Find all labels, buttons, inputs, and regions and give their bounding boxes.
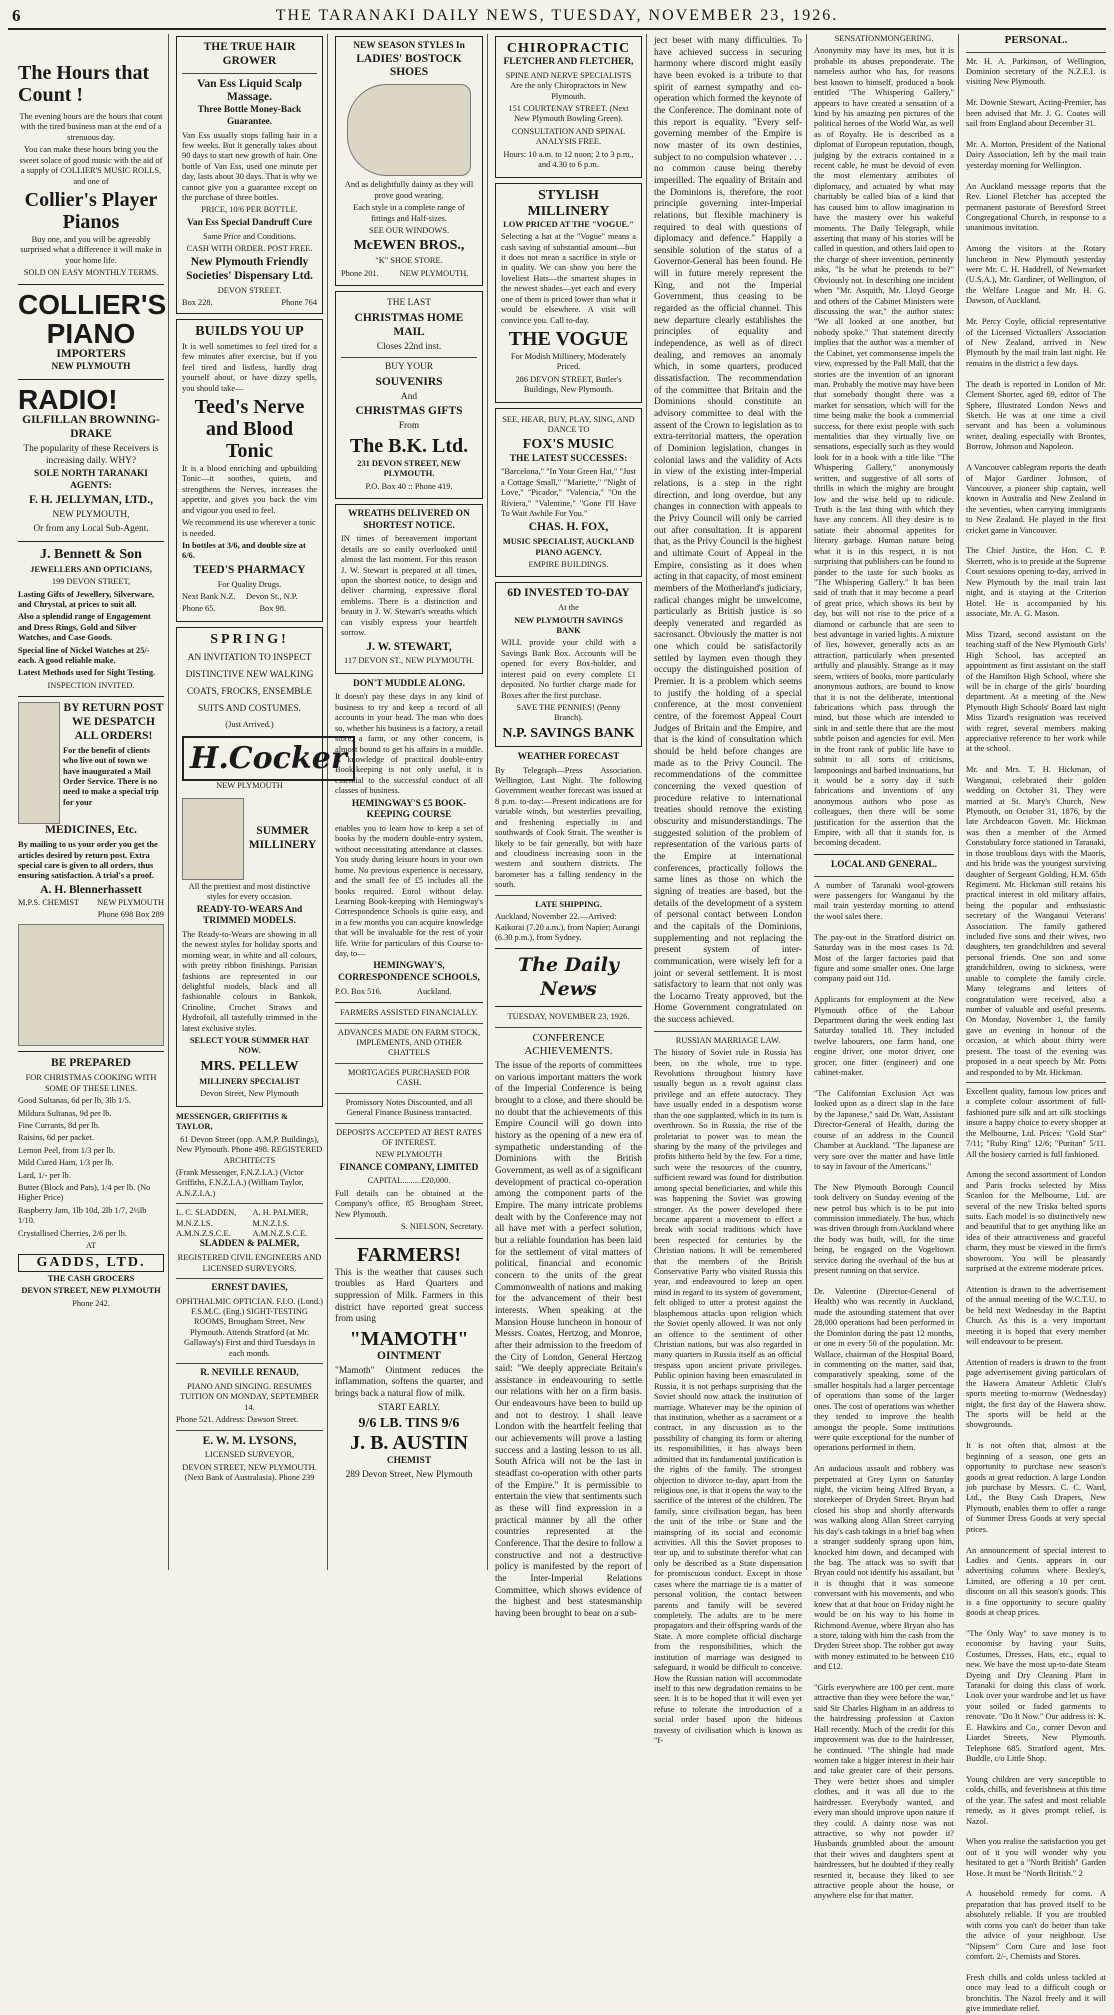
post-body: For the benefit of clients who live out of town we have inaugurated a Mail Order Service. There is no need to make a special trip for your bbox=[63, 745, 159, 807]
bk-box: P.O. Box 40 :: Phone 419. bbox=[365, 481, 453, 491]
postman-illustration bbox=[18, 924, 164, 1046]
npf-title: New Plymouth Friendly Societies' Dispensary Ltd. bbox=[186, 256, 313, 283]
sens-body: Anonymity may have its uses, but it is probable its abuses preponderate. The nameless author who has, for reasons best known to himself, produced a book entitled "The Whispering Gallery," appears to have created a sensation of a kind by his amazing pen pictures of the political heroes of the World War, as well as of Royalty. He is described as a diplomat of European reputation, though, judging by the extracts contained in a recent cable, he must be devoid of even the most elementary attributes of diplomacy, and actuated by what may charitably be called bias of a kind that has caused him to allow imagination to have the mastery over his wakeful moments. The Daily Telegraph, while asserting that many of his stories will be called in question, and others laid open to the charge of sheer invention, pertinently asks, "Is he what he pretends to be?" Obviously not. In describing one incident when "Mr. Asquith, Mr. Lloyd George and others of the Cabinet Ministers were discussing the war," the author states: "We all looked at one another, but nobody spoke." That statement directly implies that the author was a member of the Cabinet, yet commonsense impels the view, expressed by the Pall Mall, that the stories are the invention of an ignorant man. Probably the motive may have been that somebody thought there was a market for sensation, which will for the time being make the book a commercial success, for there exist people with such mentalities that they virtually live on sensations, especially such as they would look for in a book with a title like "The Whispering Gallery," anonymously written, and suggestive of all sorts of thrills in which the mighty are brought low and the wise held up to ridicule. Truth is the last thing with which they have any concern. All they desire is to satiate their abnormal appetites for literary garbage. Human nature being what it is in this respect, it is not surprising that publishers can be found to pander to the taste for such books as "The Whispering Gallery." It has been said of truth that it may become a pearl of great price, which shows its best by day, but will not rise to the price of a diamond or carbuncle that are seen to best advantage in varied lights. A mixture of lies, however, generally acts as an attraction, particularly when presented artfully and plausibly. Strange as it may seem, writers of books, more particularly anonymous authors, are bound to know that it is not the deliberate, intentional fabrications which pass through the mind, but those which are intended to sink in and settle there that are the most subtle poison and agencies for evil. Men in the front rank of public life have to submit to all sorts of criticisms, lampoonings and barbed insinuations, but it would be a sorry day if such fabrications and inventions of any anonymous authors who pose as colleagues, then there will be some justification for the assertion that the Empire, with all that it stands for, is becoming decadent. bbox=[814, 46, 954, 848]
teed-addr: Next Bank N.Z. Devon St., N.P. bbox=[182, 592, 298, 602]
tins-price: 9/6 LB. TINS 9/6 bbox=[358, 1416, 460, 1432]
prepared-sub: FOR CHRISTMAS COOKING WITH SOME OF THESE LINES. bbox=[25, 1073, 157, 1093]
wreaths-title: WREATHS DELIVERED ON SHORTEST NOTICE. bbox=[348, 509, 470, 531]
ads-body: Excellent quality, famous low prices and a complete colour assortment of full-fashioned pure silk and art silk stockings insure a happy choice to every shopper at the Melbourne, Ltd. Prices: "Gold Star" 7/11; "Ruby Ring" 12/6; "Puritan" 5/11. All the hosiery carried is full fashioned. Among the second assortment of London and Paris frocks selected by Miss Scanlon for the Melbourne, Ltd. are several of the new Triska belted sports suits. Each model is so distinctively new and beautiful that to get anything like an idea of their attractiveness and graceful charm, they must be viewed in the firm's showroom. You will be pleasantly surprised at the extreme moderate prices. Attention is drawn to the advertisement of the annual meeting of the W.C.T.U. to be held next Wednesday in the Baptist Church. As this is a very important meeting it is hoped that every member will endeavour to be present. Attention of readers is drawn to the front page advertisement giving particulars of the Hawera Amateur Athletic Club's sports meeting to-morrow (Wednesday) night, the first day of the Hawera show. The sports will be held at the showgrounds. It is not often that, almost at the beginning of a season, one gets an opportunity to purchase new season's goods at great reduction. A large London job purchase by Messrs. C. C. Ward, Ltd., the Busy Cash Drapers, New Plymouth, enables them to offer a range of Summer Dress Goods at very special prices. An announcement of special interest to Ladies and Gents. appears in our advertising columns where Bexley's, Limited, are offering a 10 per cent. discount on all this season's goods. This is a fine opportunity to secure quality goods at cheap prices. "The Only Way" to save money is to economise by having your Suits, Costumes, Dresses, Hats, etc., equal to new. We have the most up-to-date Steam Dyeing and Dry Cleaning Plant in Taranaki for doing this class of work. Look over your wardrobe and let us have your soiled or faded garments to renovate. "Do It Now." Our address is: K. E. Hawkins and Co., corner Devon and Liardet Streets, New Plymouth. Telephone 685. Stratford agent, Mrs. Buddle, c/o Little Shop. Young children are very susceptible to colds, chills, and feverishness at this time of the year. The safest and most reliable remedy, as it gives prompt relief, is Nazol. When you realise the satisfaction you get out of it you will wonder why you hesitated to get a "North British" Garden Hose. It must be "North British." 2 A household remedy for corns. A preparation that has proved itself to be absolutely reliable. If you are troubled with corns you can't do better than take the advice of your neighbour. Use "Nipsem" Corn Cure and lose foot comfort. 2/-, Chemists and Stores. Fresh chills and colds unless tackled at once may lead to a difficult cough or bronchitis. The Nazol freely and it will give immediate relief. bbox=[966, 1086, 1106, 2014]
teed-title: Teed's Nerve and Blood Tonic bbox=[194, 396, 305, 463]
finance-name: FINANCE COMPANY, LIMITED bbox=[339, 1162, 479, 1173]
fox-top: SEE, HEAR, BUY, PLAY, SING, AND DANCE TO bbox=[502, 414, 635, 435]
column-rule bbox=[168, 34, 169, 1570]
spring-just: (Just Arrived.) bbox=[225, 719, 274, 729]
xmas-closes: Closes 22nd inst. bbox=[376, 341, 442, 352]
savings-body: WILL provide your child with a Savings Bank Box. Accounts will be opened for every Box-holder, and interest paid on every complete £1 deposited. No further charge made for Boxes after the first purchase. bbox=[501, 638, 636, 700]
column-2 bbox=[172, 34, 347, 1570]
chiro-consult: CONSULTATION AND SPINAL ANALYSIS FREE. bbox=[511, 126, 626, 147]
radio-title: RADIO! bbox=[18, 383, 118, 415]
daily-date: TUESDAY, NOVEMBER 23, 1926. bbox=[507, 1012, 630, 1022]
davies-title: ERNEST DAVIES, bbox=[211, 1282, 288, 1293]
mamoth-name: "MAMOTH" bbox=[349, 1327, 469, 1350]
column-5 bbox=[650, 34, 806, 1746]
mamoth-body: "Mamoth" Ointment reduces the inflammation, softens the quarter, and brings back a natural flow of milk. bbox=[335, 1365, 483, 1399]
hat-lady-illustration bbox=[182, 798, 244, 880]
column-7 bbox=[962, 34, 1110, 2014]
teed-sub: For Quality Drugs. bbox=[217, 579, 282, 589]
collier-place: NEW PLYMOUTH bbox=[51, 362, 131, 373]
radio-brand: GILFILLAN BROWNING-DRAKE bbox=[22, 414, 160, 441]
advances: ADVANCES MADE ON FARM STOCK, IMPLEMENTS, AND OTHER CHATTELS bbox=[337, 1027, 481, 1058]
post-medicines: MEDICINES, Etc. bbox=[45, 824, 137, 837]
column-rule bbox=[806, 34, 807, 1570]
mcewen-sub: "K" SHOE STORE. bbox=[375, 256, 443, 266]
fox-title: FOX'S MUSIC bbox=[522, 437, 615, 453]
collier-name: COLLIER'S bbox=[18, 288, 167, 320]
nielson: S. NIELSON, Secretary. bbox=[400, 1222, 483, 1232]
spring-body: AN INVITATION TO INSPECT DISTINCTIVE NEW WALKING COATS, FROCKS, ENSEMBLE SUITS AND COSTUMES. bbox=[185, 652, 314, 714]
editorial-title: CONFERENCE ACHIEVEMENTS. bbox=[524, 1031, 613, 1058]
daily-news-title: The Daily News bbox=[518, 954, 619, 1000]
bennett-p4: Latest Methods used for Sight Testing. bbox=[18, 668, 156, 678]
msgt-names: (Frank Messenger, F.N.Z.I.A.) (Victor Griffiths, F.N.Z.I.A.) (William Taylor, A.N.Z.I.A.) bbox=[176, 1167, 304, 1198]
deposits: DEPOSITS ACCEPTED AT BEST RATES OF INTEREST. bbox=[336, 1127, 482, 1147]
summer-body: All the prettiest and most distinctive styles for every occasion. bbox=[188, 881, 311, 902]
stylish-title: STYLISH MILLINERY bbox=[527, 187, 610, 219]
stewart-addr: 117 DEVON ST., NEW PLYMOUTH. bbox=[344, 656, 474, 666]
personal-body: Mr. H. A. Parkinson, of Wellington, Dominion secretary of the N.Z.E.I. is visiting New Plymouth. Mr. Downie Stewart, Acting-Premier, has been advised that Mr. J. G. Coates will sail from England about December 31. Mr. A. Morton, President of the National Dairy Association, left by the mail train yesterday morning for Wellington. An Auckland message reports that the Rev. Lionel Fletcher has accepted the permanent pastorate of Beresford Street Congregational Church, in response to a unanimous invitation. Among the visitors at the Rotary luncheon in New Plymouth yesterday were Mr. C. H. Haddrell, of Newmarket (U.S.A.), Mr. Gardiner, of Wellington, of the Welfare League and Mr. H. G. Dawson, of Auckland. Mr. Percy Coyle, official representative of the Licensed Victuallers' Association of New Zealand, arrived in New Plymouth by the mail train last night. He remains in the district a few days. The death is reported in London of Mr. Clement Shorter, aged 69, editor of The Sphere, Illustrated London News and Sketch. He was at one time a civil servant and has been a voluminous writer, dealing especially with Brontes, Borrow, Johnson and Napoleon. A Vancouver cablegram reports the death of Major Gardiner Johnson, of Vancouver, a pioneer ship captain, well known in Australia and New Zealand in the seventies, when carrying immigrants to New Zealand. He played in the first cricket game in Vancouver. The Chief Justice, the Hon. C. P. Skerrett, who is to preside at the Supreme Court sessions opening to-day, arrived in New Plymouth by the mail train last night, and is staying at the Criterion Hotel. He is accompanied by his associate, Mr. A. G. Mason. Miss Tizard, second assistant on the teaching staff of the New Plymouth Girls' High School, has accepted an appointment as first assistant on the staff of the Hamilton High School, where she will be in charge of the girls' boarding department. At a meeting of the New Plymouth High Schools' Board last night Miss Tizard's resignation was received with regret, several members making appreciative reference to her work while at the school. Mr. and Mrs. T. H. Hickman, of Wanganui, celebrated their golden wedding on October 31. They were married at St. Mary's Church, New Plymouth, on October 31, 1876, by the late Archdeacon Govett. Mr. Hickman was then a member of the Armed Constabulary force stationed in Taranaki, in those troublous days with the Maoris, and his bride was the youngest surviving daughter of Sergeant Golding, H.M. 65th Regiment. Mr. Hickman still retains his practical interest in old military affairs, being the popular and enthusiastic secretary of the Wanganui Veterans' Association. The family gathered included five sons and their wives, two daughters, ten grandchildren and several personal friends. One son and some grandchildren, owing to sickness, were unable to complete the family circle. Many telegrams and letters of congratulation were received, also a number of valuable and useful presents. On Monday, November 1, the family gave an evening in honour of the occasion, at which about thirty were present. The toast of the evening was proposed in a neat speech by Mr. Potts and responded to by Mr. Hickman. bbox=[966, 56, 1107, 1077]
xmas-last: THE LAST bbox=[386, 298, 431, 309]
sladden-2: A. H. PALMER, M.N.Z.I.S. A.M.N.Z.S.C.E. bbox=[252, 1208, 309, 1239]
teed-recommend: We recommend its use wherever a tonic is needed. bbox=[182, 518, 316, 538]
teed-body: It is a blood enriching and upbuilding Tonic—it soothes, quiets, and strengthens the Nerves, increases the appetite, and gives you back the vim and vigour you used to feel. bbox=[182, 464, 317, 515]
radio-local: Or from any Local Sub-Agent. bbox=[33, 523, 149, 534]
newspaper-title: THE TARANAKI DAILY NEWS, TUESDAY, NOVEMBER 23, 1926. bbox=[275, 7, 839, 24]
prepared-item: Crystallised Cherries, 2/6 per lb. bbox=[18, 1228, 127, 1238]
austin-addr: 289 Devon Street, New Plymouth bbox=[345, 1470, 473, 1481]
bennett-p2: Also a splendid range of Engagement and Dress Rings, Gold and Silver Watches, and Case Goods. bbox=[18, 612, 151, 643]
collier-importers: IMPORTERS bbox=[56, 348, 126, 361]
bk-name: The B.K. Ltd. bbox=[349, 434, 469, 457]
weather-body: By Telegraph—Press Association. Wellington, Last Night. The following Government weather forecast was issued at 8 p.m. to-day:—Present indications are for variable winds, but westerlies prevailing, and freshening especially in and southwards of Cook Strait. The weather is likely to be fair generally, but with haze and cloudiness increasing soon in the western and southern districts. The barometer has a falling tendency in the south. bbox=[495, 765, 642, 890]
sens-title: SENSATIONMONGERING. bbox=[834, 34, 934, 43]
hem-box: P.O. Box 516. Auckland. bbox=[335, 986, 452, 996]
radio-sole: SOLE NORTH TARANAKI AGENTS: bbox=[34, 469, 148, 491]
shoe-body2: Each style in a complete range of fittings and Half-sizes. bbox=[353, 203, 465, 223]
column-rule bbox=[958, 34, 959, 1570]
column-rule bbox=[487, 34, 488, 1570]
hair-title: THE TRUE HAIR GROWER bbox=[203, 41, 296, 67]
column-3 bbox=[331, 34, 487, 1570]
stewart-name: J. W. STEWART, bbox=[366, 640, 452, 653]
dandruff-sub: Same Price and Conditions. bbox=[202, 231, 297, 241]
spring-title: SPRING! bbox=[210, 631, 289, 647]
chiro-sub: SPINE AND NERVE SPECIALISTS Are the only Chiropractors in New Plymouth. bbox=[505, 70, 632, 101]
blenner-role: M.P.S. CHEMIST bbox=[18, 897, 79, 907]
hair-price: PRICE, 10/6 PER BOTTLE. bbox=[201, 205, 298, 215]
start-early: START EARLY. bbox=[378, 1402, 440, 1413]
column-4 bbox=[491, 34, 646, 1619]
shipping-title: LATE SHIPPING. bbox=[535, 899, 602, 909]
page-number: 6 bbox=[12, 6, 21, 25]
summer-title: SUMMER MILLINERY bbox=[248, 824, 317, 851]
shoe-title: NEW SEASON STYLES In bbox=[353, 41, 465, 51]
stylish-sub: LOW PRICED AT THE "VOGUE." bbox=[503, 219, 634, 229]
sold-terms: SOLD ON EASY MONTHLY TERMS. bbox=[23, 268, 159, 278]
masthead bbox=[8, 6, 1106, 30]
hair-sub: Three Bottle Money-Back Guarantee. bbox=[197, 105, 302, 127]
fox-body: "Barcelona," "In Your Green Hat," "Just a Cottage Small," "Mariette," "Night of Love," "Picador," "Valencia," "On the Riviera," "Valentine," "Gone I'll Have To Wait Awhile For You." bbox=[501, 467, 636, 518]
hours-title: The Hours that Count ! bbox=[18, 62, 150, 106]
hem-title: HEMINGWAY'S £5 BOOK-KEEPING COURSE bbox=[351, 798, 467, 821]
column-6 bbox=[810, 34, 958, 1901]
shoe-illustration bbox=[347, 84, 471, 176]
mcewen-phone: Phone 201. NEW PLYMOUTH. bbox=[341, 268, 469, 278]
prepared-item: Lemon Peel, from 1/3 per lb. bbox=[18, 1145, 115, 1155]
finance-body: Full details can be obtained at the Company's office, 85 Brougham Street, New Plymouth. bbox=[335, 1188, 483, 1219]
chiro-names: FLETCHER AND FLETCHER, bbox=[503, 57, 634, 68]
wreaths-body: IN times of bereavement important details are so easily overlooked until almost the last moment. For this reason J. W. Stewart is prepared at all times, upon the shortest notice, to design and deliver charming, expressive floral emblems. There is a distinction and beauty in J. W. Stewart's wreaths which can visibly express your heartfelt sorrow. bbox=[341, 534, 477, 638]
cocker-logo: H.Cocker bbox=[182, 736, 355, 781]
player-body: Buy one, and you will be agreeably surprised what a difference it will make in your home life. bbox=[20, 234, 162, 265]
column-1 bbox=[14, 34, 168, 1570]
prepared-item: Raisins, 6d per packet. bbox=[18, 1133, 95, 1143]
local-body: A number of Taranaki wool-growers were passengers for Wanganui by the mail train yesterday morning to attend the wool sales there. The pay-out in the Stratford district on Saturday was in the most cases 1s 7d. Most of the larger factories paid that figure and some smaller ones. One large company paid out 11d. Applicants for employment at the New Plymouth office of the Labour Department during the week ending last Saturday totalled 18. They included twelve labourers, one farm hand, one engine driver, one motor driver, one grocer, one fitter (engineer) and one cabinet-maker. "The Californian Exclusion Act was looked upon as a direct slap in the face by the Japanese," said Dr. Watt, Assistant Director-General of Health, during the course of an address in the Council Chamber at Auckland. "The Japanese are very sore over the matter and have little to say in favour of the Americans." The New Plymouth Borough Council took delivery on Sunday evening of the new petrol bus which is to be put into commission immediately. The bus, which was driven through from Auckland where the body was built, will, for the time being, be engaged on the Vogeltown service during the overhaul of the bus at present running on that service. Dr. Valentine (Director-General of Health) who was recently in Auckland, made the astounding statement that over 28,000 operations had been performed in the Dominion during the past 12 months, or one in every 50 of the population. Mr. Wallace, chairman of the Hospital Board, in commenting on the matter, said that, comparatively speaking, some of the smaller hospitals had a larger percentage of operations than some of the larger ones. The cost of operations was whether they tended to improve the health amongst the people. Some institutions were quite exceptional for the number of operations performed in them. An audacious assault and robbery was perpetrated at Grey Lynn on Saturday night, the victim being Alfred Bryan, a storekeeper of Dryden Street. Bryan had closed his shop and shortly afterwards was walking along Allan Street carrying his day's cash takings in a brief bag when a stranger suddenly sprang upon him, knocked him down, and decamped with the bag. The attack was so swift that Bryan could not identify his assailant, but it is thought that it was someone conversant with his movements, and who knew that at that hour on Friday night he would be on his way to his home in Richmond Avenue, where Bryan also has a store, taking with him the cash from the Dryden Street shop. The robber got away with money estimated to be between £10 and £12. "Girls everywhere are 100 per cent. more attractive than they were before the war," said Sir Charles Higham in an address to the hairdressing profession at Caxton Hall recently. Much of the credit for this improvement was due to the hairdresser, he continued. "The shingle had made women take a bigger interest in their hair and take greater care of their persons. They were better shoes and simpler clothes, and it was all due to the hairdresser. Everybody wanted, and every man should improve upon nature if they could. A dainty nose was not attractive, so why not powder it? Husbands grumbled about the amount that their wives and daughters spent at hairdressers, but he doubted if they really resented it, because they liked to see attractive people about the house, or anywhere else for that matter. bbox=[814, 880, 954, 1901]
fox-sub: MUSIC SPECIALIST, AUCKLAND PIANO AGENCY. bbox=[502, 537, 635, 557]
bennett-p5: INSPECTION INVITED. bbox=[47, 680, 135, 690]
buy-your: BUY YOUR bbox=[384, 362, 433, 373]
np-label: NEW PLYMOUTH bbox=[375, 1150, 443, 1160]
savings-6d: 6D INVESTED TO-DAY bbox=[507, 587, 630, 600]
farmers-title: FARMERS! bbox=[356, 1243, 462, 1266]
cash-with-order: CASH WITH ORDER. POST FREE. bbox=[186, 243, 313, 253]
shoe-name: LADIES' BOSTOCK SHOES bbox=[356, 52, 462, 79]
gadds-addr: DEVON STREET, NEW PLYMOUTH bbox=[21, 1286, 161, 1296]
fox-addr: EMPIRE BUILDINGS. bbox=[528, 559, 609, 569]
promissory: Promissory Notes Discounted, and all General Finance Business transacted. bbox=[345, 1097, 473, 1118]
pellew-addr: Devon Street, New Plymouth bbox=[200, 1089, 299, 1099]
vogue-addr: 286 DEVON STREET, Butler's Buildings, New Plymouth. bbox=[515, 374, 622, 395]
column-rule bbox=[646, 34, 647, 1570]
chiro-title: CHIROPRACTIC bbox=[506, 41, 631, 56]
chiro-hours: Hours: 10 a.m. to 12 noon; 2 to 3 p.m., and 4.30 to 6 p.m. bbox=[503, 149, 634, 170]
sladden-1: L. C. SLADDEN, M.N.Z.I.S. A.M.N.Z.S.C.E. bbox=[176, 1208, 237, 1239]
editorial-continued: ject beset with many difficulties. To have achieved success in securing harmony where discord might easily have been evoked is a tribute to that spirit of earnest sympathy and co-operation which formed the keynote of the Conference. The dominant note of this report is equality. "Every self-governing member of the Empire is now master of its own destinies, subject to no compulsion whatever . . . no common cause being thereby imperilled. The equality of Britain and the Dominions is, therefore, the root principle governing inter-Imperial relations, but flexible machinery is required to deal with questions of diplomacy and defence." Happily a sensible solution of the status of a Governor-General has been found. He will in future merely represent the King, and not the Imperial Government, thus ceasing to be regarded as the official channel. This new departure clearly establishes the principles of equality and independence, as well as of direct dealing, and removes an anomaly which, in some quarters, produced dissatisfaction. The recommendation of the committee that Britain and the Dominions should constitute an advisory committee to deal with the assent of the Crown to legislation as to extra-territorial matters, the operation of Dominion legislation, changes in colonial laws and the validity of Acts in view of the existing inter-Imperial relations, is a step in the right direction, and long overdue, but any changes in connection with appeals to the Privy Council will only be carried out after consultation. It is apparent that, as the Privy Council is the highest and ultimate Court of Appeal in the Empire, consisting as it does when acting in that capacity, of most eminent members of the Motherland's judiciary, radical changes might be unwelcome, particularly as British justice is so deeply venerated and regarded as sacrosanct. Obviously the matter is not one which could be satisfactorily settled by laymen even though they occupy the distinguished position of Premier. It is a problem which seems to justify the holding of a special conference, at the most convenient centre, of the foremost Appeal Court Judges of Britain and the Empire, and that is the kind of consultation which should be held before changes are made as to the Privy Council. The recommendations of the committee concerning the vexed question of procedure relative to international treaties should remove the existing obscurity and misunderstandings. The suggested solution of the problem of representation of the various parts of the Empire at international conferences, practically follows the same lines as those on which the signing of treaties are based, but the details of the development of a system of personal contact between London and the capitals of the Dominions, supplementing and not replacing the present system of inter-communication, were wisely left for a joint or several settlement. It is most satisfactory to learn that not only was the Locarno Treaty approved, but the Home Government congratulated on the success achieved. bbox=[654, 36, 802, 1026]
blenner-name: A. H. Blennerhassett bbox=[40, 883, 142, 896]
npsb-name: N.P. SAVINGS BANK bbox=[502, 725, 635, 741]
local-title: LOCAL AND GENERAL. bbox=[830, 859, 937, 870]
prepared-title: BE PREPARED bbox=[51, 1057, 131, 1070]
npf-box: Box 228. bbox=[182, 298, 213, 308]
gadds-sub: THE CASH GROCERS bbox=[47, 1273, 135, 1283]
prepared-list bbox=[18, 1096, 164, 1239]
and-label: And bbox=[400, 391, 418, 402]
bk-addr: 231 DEVON STREET, NEW PLYMOUTH. bbox=[357, 458, 461, 479]
bennett-addr: 199 DEVON STREET, bbox=[51, 577, 131, 587]
radio-agent: F. H. JELLYMAN, LTD., bbox=[29, 494, 153, 507]
ready-title: READY-TO-WEARS And TRIMMED MODELS. bbox=[196, 904, 303, 927]
shoe-see: SEE OUR WINDOWS. bbox=[368, 225, 450, 235]
bennett-title: J. Bennett & Son bbox=[40, 546, 142, 562]
bennett-p1: Lasting Gifts of Jewellery, Silverware, and Chrystal, at prices to suit all. bbox=[18, 589, 155, 609]
pillar-box-illustration bbox=[18, 702, 60, 824]
renaud-body: PIANO AND SINGING. RESUMES TUITION ON MONDAY, SEPTEMBER 14. bbox=[180, 1381, 319, 1412]
npf-phone: Phone 764 bbox=[281, 298, 317, 308]
muddle-body: It doesn't pay these days in any kind of business to try and keep a record of all accounts in your head. The man who does so, whether his business is a factory, a retail store, a farm, or any other concern, is almost bound to get his affairs in a muddle. A knowledge of practical double-entry Book-keeping is not only useful, it is essential to the successful conduct of all classes of business. bbox=[335, 692, 483, 796]
davies-body: OPHTHALMIC OPTICIAN. F.I.O. (Lond.) F.S.M.C. (Eng.) SIGHT-TESTING ROOMS, Brougham Street, New Plymouth. Attends Stratford (at Mr. Gallaway's) First and third Tuesdays in each month. bbox=[176, 1296, 323, 1358]
christmas-gifts: CHRISTMAS GIFTS bbox=[355, 405, 463, 418]
sladden-body: REGISTERED CIVIL ENGINEERS AND LICENSED SURVEYORS. bbox=[177, 1253, 322, 1273]
prepared-item: Good Sultanas, 6d per lb, 3lb 1/5. bbox=[18, 1096, 131, 1106]
prepared-item: Mildura Sultanas, 9d per lb. bbox=[18, 1108, 112, 1118]
teed-phone: Phone 65. Box 98. bbox=[182, 604, 286, 614]
renaud-phone: Phone 521. Address: Dawson Street. bbox=[176, 1415, 299, 1425]
teed-pharmacy: TEED'S PHARMACY bbox=[193, 563, 306, 576]
prepared-item: Fine Currants, 8d per lb. bbox=[18, 1120, 100, 1130]
blenner-place: NEW PLYMOUTH bbox=[97, 897, 164, 907]
builds-body: It is well sometimes to feel tired for a few minutes after exercise, but if you feel tired and listless, hardly drag yourself about, or have dizzy spells, you should take— bbox=[182, 341, 317, 393]
xmas-mail: CHRISTMAS HOME MAIL bbox=[354, 311, 464, 338]
cocker-sub: NEW PLYMOUTH bbox=[216, 781, 283, 791]
radio-place: NEW PLYMOUTH, bbox=[52, 510, 130, 521]
pellew-name: MRS. PELLEW bbox=[200, 1058, 299, 1074]
renaud-title: R. NEVILLE RENAUD, bbox=[200, 1368, 299, 1379]
prepared-item: Mild Cured Ham, 1/3 per lb. bbox=[18, 1158, 114, 1168]
gadds-phone: Phone 242. bbox=[72, 1298, 110, 1308]
souvenirs: SOUVENIRS bbox=[375, 375, 443, 388]
editorial-body: The issue of the reports of committees on various important matters the work of the Imperial Conference is being brought to a close, and there should be no doubt that the achievements of this Empire Council will go down into history as the opening of a new era of sympathetic understanding of the Dominions with the British Government, as well as of a significant development of practical co-operation among the component parts of the Empire. The many intricate problems dealt with by the Conference may not all have met with a perfect solution, but a reliable foundation has been laid for the settlement of vital matters of political, financial and economic concern to the units of the great Commonwealth of nations and making for the advancement of their best interests. When speaking at the Mansion House luncheon in honour of Messrs. Coates, Hertzog, and Monroe, after their admission to the freedom of the City of London, General Hertzog said: "We deeply appreciate Britain's assistance in endeavouring to settle our relations with her on a firm basis. Our endeavours have been to build up and not to destroy. I shall leave London with the heartfelt feeling that our achievements will prove a lasting success and a lasting lesson to us all. South Africa will not be the last in steadfast co-operation with other parts of the Empire." It is permissible to entertain the view that sentiments such as these will find expression in a practical manner by all the other countries represented at the Conference. That the desire to follow a constructive and not a destructive policy is manifested by the report of the Inter-Imperial Relations Committee, which shows evidence of the highest and best statesmanship having been brought to bear on a sub- bbox=[495, 1061, 642, 1619]
hair-name: Van Ess Liquid Scalp Massage. bbox=[197, 77, 302, 104]
shipping-body: Auckland, November 22.—Arrived: Kaikorai (7.20 a.m.), from Napier; Aorangi (6.30 p.m.), from Sydney. bbox=[495, 912, 640, 942]
shoe-body: And as delightfully dainty as they will prove good wearing. bbox=[344, 180, 474, 200]
ready-body: The Ready-to-Wears are showing in all the newest styles for holiday sports and morning wear, in white and all colours, with pretty ribbon finishings. Parisian fashions are represented in our delightful models, black and all fashionable colours in Bankok, Crinoline, Crochet Straws and Hydrofoil, all tastefully trimmed in the latest exclusive styles. bbox=[182, 929, 317, 1033]
russian-body: The history of Soviet rule in Russia has been, on the whole, true to type. Revolutions throughout history have usually begun as a revolt against class privilege and an effete autocracy. They have usually ended in a despotism worse than the one supplanted, which in its turn is overthrown. So in Russia, the rise of the proletariat to power was to mean the sharing by the many of the privileges and profits hitherto held by the few. For a time, such were the resources of the country, sufficient reward was found for distribution among special beneficiaries, and while this was happening the Soviet was growing stronger. As the power developed there became apparent a movement to effect a break with social traditions which have been respected for centuries by the Christian nations. It will be remembered that the members of the British Conservative Party who visited Russia this year, and endeavoured to keep an open mind in regard to its system of government, felt obliged to utter a protest against the blasphemous attacks upon religion which the Soviet openly allowed. It was not only an offence to the sentiment of other Christian nations, but was also regarded in many quarters in Russia itself as an official trespass upon ancient private privileges. Public opinion having been emasculated in Russia, it is not perhaps surprising that the Soviet should now attack the institution of marriage. Whatever may be the opinion of that institution, whether as a sacrament or a contract, in any discussion as to the possibility of changing its form or altering its responsibilities, it has always been admitted that its fundamental justification is the rights of the family. The strongest objection to divorce to-day, apart from the religious one, is that it opens the way to the sacrifice of the interest of the children. The family, since civilisation began, has been the unit of the tribe or State and the mainspring of its social and economic activities. All this the Soviet proposes to tear up, and to substitute therefor what can only be described as a State dispensation for promiscuous conduct. Except in those cases where the marriage tie is a matter of personal volition, the contact between parents and family will be severed completely. The adults are to be mere propagators and their offspring wards of the State. A more complete official discharge from the responsibilities, which the institution of marriage was designed to safeguard, it would be difficult to conceive. How the Russian nation will accommodate itself to this new degradation remains to be seen. It is to be hoped that it will even yet refuse to tolerate the introduction of a social order based upon the hideous travesty of civilisation which is known as "f- bbox=[654, 1048, 802, 1746]
farmers-fin: FARMERS ASSISTED FINANCIALLY. bbox=[340, 1008, 478, 1018]
post-title: BY RETURN POST WE DESPATCH ALL ORDERS! bbox=[63, 702, 164, 742]
sladden-title: SLADDEN & PALMER, bbox=[199, 1239, 300, 1250]
austin-chemist: CHEMIST bbox=[386, 1456, 432, 1467]
teed-price: In bottles at 3/6, and double size at 6/6. bbox=[182, 540, 306, 561]
lysons-addr: DEVON STREET, NEW PLYMOUTH. (Next Bank of Australasia). Phone 239 bbox=[182, 1462, 317, 1483]
muddle-title: DON'T MUDDLE ALONG. bbox=[352, 678, 466, 689]
personal-title: PERSONAL. bbox=[1004, 34, 1068, 46]
vogue-sub: For Modish Millinery, Moderately Priced. bbox=[510, 351, 627, 372]
msgt-title: MESSENGER, GRIFFITHS & TAYLOR, bbox=[176, 1111, 288, 1132]
collier-piano: PIANO bbox=[46, 318, 136, 350]
capital: CAPITAL.........£20,000. bbox=[367, 1176, 451, 1186]
bennett-sub: JEWELLERS AND OPTICIANS, bbox=[30, 564, 152, 574]
savings-save: SAVE THE PENNIES! (Penny Branch). bbox=[516, 703, 621, 723]
column-rule bbox=[327, 34, 328, 1570]
ointment: OINTMENT bbox=[377, 1349, 441, 1362]
player-title: Collier's Player Pianos bbox=[24, 188, 158, 233]
mortgages: MORTGAGES PURCHASED FOR CASH. bbox=[348, 1067, 470, 1088]
vogue-name: THE VOGUE bbox=[508, 327, 629, 350]
savings-at: At the bbox=[558, 603, 579, 613]
hem-body: enables you to learn how to keep a set of books by the modern double-entry system, without necessitating attendance at classes. You study during leisure hours in your own home. No previous experience is necessary, and the small fee of £5 includes all the books required. Enrol without delay. Learning Book-keeping with Hemingway's Correspondence Schools is quite easy, and in a few months you can acquire knowledge that will be invaluable for the rest of your life. Write for particulars of this Course to-day, to— bbox=[335, 823, 483, 959]
select-now: SELECT YOUR SUMMER HAT NOW. bbox=[189, 1036, 310, 1056]
blenner-phone: Phone 698 Box 289 bbox=[97, 910, 164, 920]
gadds-at: AT bbox=[85, 1241, 97, 1251]
farmers-body: This is the weather that causes such troubles as Hard Quarters and suppression of Milk. Farmers in this district have reported great success from using bbox=[335, 1267, 483, 1325]
mcewen-name: McEWEN BROS., bbox=[353, 238, 465, 254]
msgt-body: 61 Devon Street (opp. A.M.P. Buildings), New Plymouth. Phone 498. REGISTERED ARCHITECTS bbox=[176, 1134, 323, 1165]
hours-body2: You can make these hours bring you the sweet solace of good music with the aid of a supply of COLLIER'S MUSIC ROLLS, and one of bbox=[19, 145, 163, 186]
lysons-title: E. W. M. LYSONS, bbox=[202, 1434, 297, 1447]
stylish-body: Selecting a hat at the "Vogue" means a cash saving of substantial amount—but it does not mean a sacrifice in style or in quality. We can show you here the loveliest Hats—the smartest shapes in the newest shades—yet each and every one of them is priced lower than what it would be elsewhere. A visit will convince you. Call to-day. bbox=[501, 232, 636, 325]
prepared-item: Butter (Block and Pats), 1/4 per lb. (No Higher Price) bbox=[18, 1183, 151, 1203]
dandruff-title: Van Ess Special Dandruff Cure bbox=[186, 217, 313, 228]
from-label: From bbox=[398, 421, 420, 432]
hours-body: The evening hours are the hours that count with the tired business man at the end of a strenuous day. bbox=[19, 112, 163, 142]
lysons-body: LICENSED SURVEYOR, bbox=[204, 1450, 295, 1460]
russian-title: RUSSIAN MARRIAGE LAW. bbox=[675, 1035, 781, 1045]
chiro-addr: 151 COURTENAY STREET. (Next New Plymouth Bowling Green). bbox=[508, 104, 629, 124]
pellew-sub: MILLINERY SPECIALIST bbox=[199, 1077, 300, 1086]
savings-bank: NEW PLYMOUTH SAVINGS BANK bbox=[514, 615, 623, 636]
hair-body: Van Ess usually stops falling hair in a few weeks. But it generally takes about 90 days to start new growth of hair. One bottle of Van Ess, used one minute per day, lasts about 30 days. That is why we cannot give you a guarantee except on the purchase of three bottles. bbox=[182, 130, 317, 203]
prepared-item: Lard, 1/- per lb. bbox=[18, 1170, 71, 1180]
hem-name: HEMINGWAY'S, CORRESPONDENCE SCHOOLS, bbox=[338, 961, 480, 984]
npf-addr: DEVON STREET. bbox=[217, 285, 282, 295]
gadds-name: GADDS, LTD. bbox=[18, 1254, 164, 1272]
fox-latest: THE LATEST SUCCESSES: bbox=[509, 453, 628, 464]
bennett-p3: Special line of Nickel Watches at 25/- each. A good reliable make. bbox=[18, 645, 150, 666]
weather-title: WEATHER FORECAST bbox=[517, 751, 620, 762]
fox-name: CHAS. H. FOX, bbox=[528, 521, 609, 534]
builds-title: BUILDS YOU UP bbox=[195, 323, 304, 339]
austin-name: J. B. AUSTIN bbox=[350, 1432, 468, 1455]
prepared-item: Raspberry Jam, 1lb 10d, 2lb 1/7, 2½lb 1/10. bbox=[18, 1205, 147, 1226]
post-body2: By mailing to us your order you get the articles desired by return post. Extra special care is given to all orders, thus ensuring satisfaction. A trial's a proof. bbox=[18, 840, 158, 881]
radio-body: The popularity of these Receivers is increasing daily. WHY? bbox=[23, 443, 159, 466]
